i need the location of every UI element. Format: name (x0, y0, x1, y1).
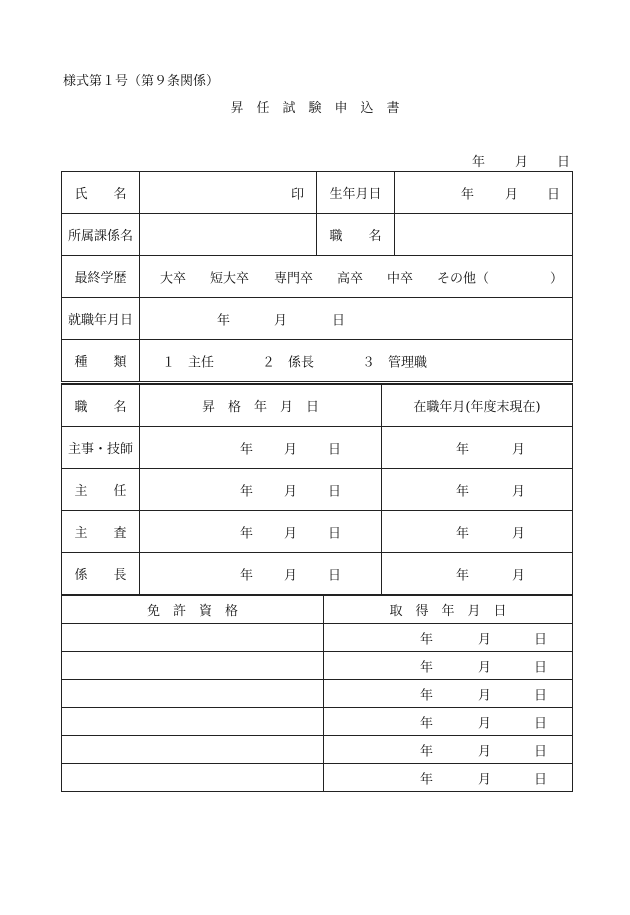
license-day-label: 日 (534, 688, 548, 703)
employment-day-label: 日 (332, 313, 346, 328)
career-row (62, 553, 573, 595)
name-field[interactable] (140, 172, 317, 214)
education-options[interactable] (140, 256, 573, 298)
career-promotion-date[interactable] (140, 511, 382, 553)
career-table (61, 383, 573, 595)
type-option-manager[interactable]: ３ 管理職 (362, 355, 428, 370)
education-option-other[interactable]: その他（ (437, 271, 490, 286)
license-year-label: 年 (420, 744, 434, 759)
tenure-month-label: 月 (512, 484, 526, 499)
license-row (62, 708, 573, 736)
license-date-field[interactable] (324, 708, 573, 736)
employment-row (62, 298, 573, 340)
tenure-year-label: 年 (456, 442, 470, 457)
career-row (62, 427, 573, 469)
promo-month-label: 月 (284, 568, 298, 583)
promo-year-label: 年 (240, 442, 254, 457)
license-month-label: 月 (478, 772, 492, 787)
position-label: 職 名 (317, 214, 395, 256)
promo-month-label: 月 (284, 526, 298, 541)
license-year-label: 年 (420, 772, 434, 787)
education-option-junior-high[interactable]: 中卒 (387, 271, 414, 286)
license-date-field[interactable] (324, 624, 573, 652)
license-day-label: 日 (534, 632, 548, 647)
license-name-field[interactable] (62, 708, 324, 736)
promo-day-label: 日 (328, 526, 342, 541)
type-label: 種 類 (62, 340, 140, 382)
career-row-title: 主事・技師 (62, 427, 140, 469)
tenure-month-label: 月 (512, 568, 526, 583)
career-header-row (62, 384, 573, 427)
license-day-label: 日 (534, 744, 548, 759)
name-label: 氏 名 (62, 172, 140, 214)
career-row-title: 係 長 (62, 553, 140, 595)
career-tenure[interactable] (382, 511, 573, 553)
license-month-label: 月 (478, 688, 492, 703)
license-row (62, 624, 573, 652)
submission-day-label: 日 (557, 155, 571, 170)
education-other-close: ） (550, 271, 564, 286)
license-year-label: 年 (420, 716, 434, 731)
employment-year-label: 年 (217, 313, 231, 328)
license-day-label: 日 (534, 772, 548, 787)
department-field[interactable] (140, 214, 317, 256)
license-name-field[interactable] (62, 736, 324, 764)
license-name-header: 免 許 資 格 (62, 595, 324, 624)
promo-day-label: 日 (328, 484, 342, 499)
promo-day-label: 日 (328, 442, 342, 457)
license-month-label: 月 (478, 632, 492, 647)
promo-year-label: 年 (240, 568, 254, 583)
license-row (62, 764, 573, 792)
license-date-field[interactable] (324, 764, 573, 792)
education-option-univ[interactable]: 大卒 (160, 271, 187, 286)
type-options[interactable] (140, 340, 573, 382)
employment-date-label: 就職年月日 (62, 298, 140, 340)
promo-year-label: 年 (240, 484, 254, 499)
department-row (62, 214, 573, 256)
license-year-label: 年 (420, 688, 434, 703)
seal-label: 印 (290, 187, 304, 202)
license-name-field[interactable] (62, 764, 324, 792)
license-row (62, 680, 573, 708)
type-option-chief[interactable]: １ 主任 (162, 355, 215, 370)
license-month-label: 月 (478, 660, 492, 675)
license-day-label: 日 (534, 716, 548, 731)
birth-month-label: 月 (505, 187, 519, 202)
career-tenure-header: 在職年月(年度末現在) (382, 384, 573, 427)
birth-date-field[interactable] (395, 172, 573, 214)
department-label: 所属課係名 (62, 214, 140, 256)
promo-month-label: 月 (284, 442, 298, 457)
license-month-label: 月 (478, 716, 492, 731)
license-name-field[interactable] (62, 680, 324, 708)
promo-month-label: 月 (284, 484, 298, 499)
license-name-field[interactable] (62, 624, 324, 652)
submission-month-label: 月 (515, 155, 529, 170)
career-title-header: 職 名 (62, 384, 140, 427)
career-row-title: 主 任 (62, 469, 140, 511)
license-date-field[interactable] (324, 680, 573, 708)
career-promotion-date[interactable] (140, 553, 382, 595)
career-tenure[interactable] (382, 427, 573, 469)
tenure-year-label: 年 (456, 526, 470, 541)
type-option-section-head[interactable]: ２ 係長 (262, 355, 315, 370)
type-row (62, 340, 573, 382)
tenure-month-label: 月 (512, 526, 526, 541)
license-year-label: 年 (420, 632, 434, 647)
tenure-year-label: 年 (456, 484, 470, 499)
birth-day-label: 日 (547, 187, 561, 202)
birth-year-label: 年 (461, 187, 475, 202)
career-tenure[interactable] (382, 469, 573, 511)
career-promotion-header: 昇 格 年 月 日 (140, 384, 382, 427)
license-day-label: 日 (534, 660, 548, 675)
employment-date-field[interactable] (140, 298, 573, 340)
career-row-title: 主 査 (62, 511, 140, 553)
career-row (62, 469, 573, 511)
license-row (62, 736, 573, 764)
submission-year-label: 年 (472, 155, 486, 170)
license-name-field[interactable] (62, 652, 324, 680)
promo-day-label: 日 (328, 568, 342, 583)
form-number: 様式第１号（第９条関係） (63, 74, 220, 89)
license-header-row (62, 595, 573, 624)
career-row (62, 511, 573, 553)
license-year-label: 年 (420, 660, 434, 675)
license-month-label: 月 (478, 744, 492, 759)
license-table (61, 594, 573, 792)
name-row (62, 172, 573, 214)
education-option-junior-college[interactable]: 短大卒 (210, 271, 250, 286)
education-option-high-school[interactable]: 高卒 (337, 271, 364, 286)
tenure-month-label: 月 (512, 442, 526, 457)
license-date-header: 取 得 年 月 日 (324, 595, 573, 624)
position-field[interactable] (395, 214, 573, 256)
career-promotion-date[interactable] (140, 427, 382, 469)
license-date-field[interactable] (324, 736, 573, 764)
personal-info-table (61, 171, 573, 382)
education-option-vocational[interactable]: 専門卒 (274, 271, 314, 286)
education-label: 最終学歴 (62, 256, 140, 298)
education-row (62, 256, 573, 298)
career-tenure[interactable] (382, 553, 573, 595)
document-title: 昇 任 試 験 申 込 書 (230, 101, 400, 116)
birth-date-label: 生年月日 (317, 172, 395, 214)
license-date-field[interactable] (324, 652, 573, 680)
tenure-year-label: 年 (456, 568, 470, 583)
license-row (62, 652, 573, 680)
employment-month-label: 月 (274, 313, 288, 328)
promo-year-label: 年 (240, 526, 254, 541)
career-promotion-date[interactable] (140, 469, 382, 511)
